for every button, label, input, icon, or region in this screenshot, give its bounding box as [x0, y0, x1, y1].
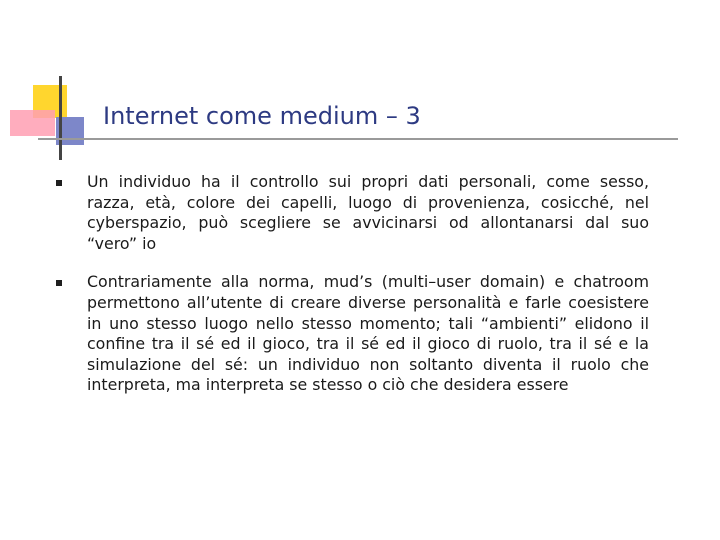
bullet-text: Contrariamente alla norma, mud’s (multi–user domain) e chatroom permettono all’utente di creare diverse personalità e farle coesistere in uno stesso luogo nello stesso momento; tali “ambienti” elidono il confine tra il sé ed il gioco, tra il sé ed il gioco di ruolo, tra il sé e la simulazione del sé: un individuo non soltanto diventa il ruolo che interpreta, ma interpreta se stesso o ciò che desidera essere	[87, 272, 649, 395]
list-item	[53, 172, 649, 254]
ornament-vertical-line	[59, 76, 62, 160]
square-bullet-icon	[56, 280, 62, 286]
ornament-red-square	[10, 110, 55, 136]
title-ornament	[0, 0, 720, 170]
title-underline	[38, 138, 678, 140]
list-item	[53, 272, 649, 396]
square-bullet-icon	[56, 180, 62, 186]
bullet-list	[53, 172, 649, 414]
slide-title: Internet come medium – 3	[103, 102, 421, 130]
bullet-text: Un individuo ha il controllo sui propri dati personali, come sesso, razza, età, colore dei capelli, luogo di provenienza, cosicché, nel cyberspazio, può scegliere se avvicinarsi od allontanarsi dal suo “vero” io	[87, 172, 649, 253]
